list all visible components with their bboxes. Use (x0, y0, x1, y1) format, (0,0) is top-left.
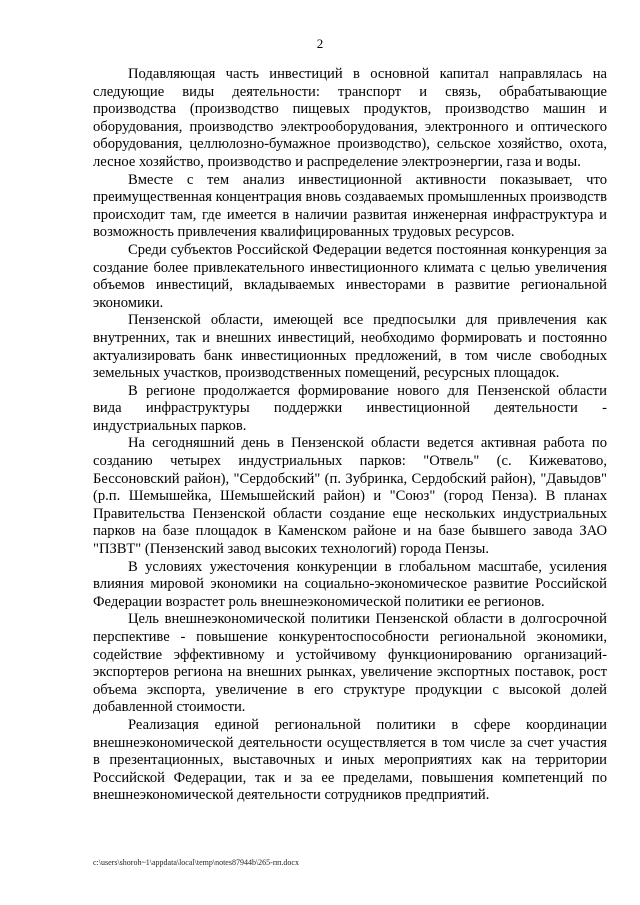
paragraph-investment-directions: Подавляющая часть инвестиций в основной капитал направлялась на следующие виды деятельности: транспорт и связь, обрабатывающие производства (производство пищевых продуктов, производство машин и оборудования, производство электрооборудования, электронного и оптического оборудования, целлюлозно-бумажное производство), сельское хозяйство, охота, лесное хозяйство, производство и распределение электроэнергии, газа и воды. (93, 66, 607, 170)
paragraph-investment-bank: Пензенской области, имеющей все предпосылки для привлечения как внутренних, так и внешних инвестиций, необходимо формировать и постоянно актуализировать банк инвестиционных предложений, в том числе свободных земельных участков, производственных помещений, ресурсных площадок. (93, 312, 607, 382)
paragraph-industrial-parks: На сегодняшний день в Пензенской области ведется активная работа по созданию четырех индустриальных парков: "Отвель" (с. Кижеватово, Бессоновский район), "Сердобский" (п. Зубринка, Сердобский район), "Давыдов" (р.п. Шемышейка, Шемышейский район) и "Союз" (город Пенза). В планах Правительства Пензенской области создание еще нескольких индустриальных парков на базе площадок в Каменском районе и на базе бывшего завода ЗАО "ПЗВТ" (Пензенский завод высоких технологий) города Пензы. (93, 435, 607, 558)
document-body (93, 66, 607, 805)
paragraph-global-competition: В условиях ужесточения конкуренции в глобальном масштабе, усиления влияния мировой экономики на социально-экономическое развитие Российской Федерации возрастет роль внешнеэкономической политики ее регионов. (93, 558, 607, 610)
paragraph-investment-activity: Вместе с тем анализ инвестиционной активности показывает, что преимущественная концентрация вновь создаваемых промышленных производств происходит там, где имеется в наличии развитая инженерная инфраструктура и возможность привлечения квалифицированных трудовых ресурсов. (93, 171, 607, 241)
file-path-footer: c:\users\shoroh~1\appdata\local\temp\notes87944b\265-пп.docx (93, 858, 299, 867)
paragraph-industrial-infrastructure: В регионе продолжается формирование нового для Пензенской области вида инфраструктуры поддержки инвестиционной деятельности - индустриальных парков. (93, 382, 607, 434)
paragraph-foreign-policy-goal: Цель внешнеэкономической политики Пензенской области в долгосрочной перспективе - повышение конкурентоспособности региональной экономики, содействие эффективному и устойчивому функционированию организаций-экспортеров региона на внешних рынках, увеличение экспортных поставок, рост объема экспорта, увеличение в его структуре продукции с высокой долей добавленной стоимости. (93, 611, 607, 716)
paragraph-competition: Среди субъектов Российской Федерации ведется постоянная конкуренция за создание более привлекательного инвестиционного климата с целью увеличения объемов инвестиций, вкладываемых инвесторами в развитие региональной экономики. (93, 241, 607, 311)
paragraph-regional-policy: Реализация единой региональной политики в сфере координации внешнеэкономической деятельности осуществляется в том числе за счет участия в презентационных, выставочных и иных мероприятиях как на территории Российской Федерации, так и за ее пределами, повышения компетенций по внешнеэкономической деятельности сотрудников предприятий. (93, 716, 607, 804)
page-number: 2 (316, 36, 324, 51)
